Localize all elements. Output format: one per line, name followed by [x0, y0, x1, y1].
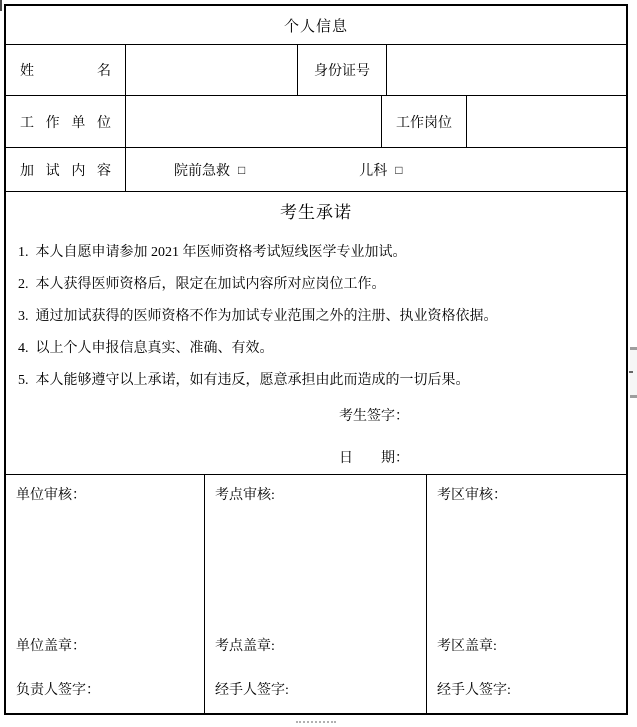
name-label: 姓 名 — [20, 64, 111, 79]
application-form-table — [4, 4, 628, 715]
checkbox-icon[interactable]: □ — [238, 162, 246, 177]
site-review-column — [205, 475, 427, 713]
option-pediatrics-label: 儿科 — [359, 163, 388, 179]
site-handler-signature-label: 经手人签字: — [215, 683, 289, 698]
site-seal-label: 考点盖章: — [215, 639, 275, 654]
extra-test-label-cell — [6, 148, 126, 191]
work-post-input-cell[interactable] — [467, 96, 626, 147]
name-input-cell[interactable] — [126, 45, 298, 95]
district-review-column — [427, 475, 626, 713]
form-title-row — [6, 6, 626, 45]
option-prehospital-emergency-label: 院前急救 — [174, 163, 230, 179]
promise-item-5: 5. 本人能够遵守以上承诺，如有违反，愿意承担由此而造成的一切后果。 — [18, 373, 470, 388]
option-pediatrics — [359, 160, 402, 180]
work-unit-input-cell[interactable] — [126, 96, 382, 147]
extra-test-label: 加 试 内 容 — [20, 163, 111, 179]
district-review-label: 考区审核： — [437, 488, 507, 503]
promise-item-2: 2. 本人获得医师资格后，限定在加试内容所对应岗位工作。 — [18, 277, 386, 292]
unit-review-column — [6, 475, 205, 713]
district-seal-label: 考区盖章: — [437, 639, 497, 654]
id-number-label: 身份证号 — [298, 45, 387, 95]
promise-item-4: 4. 以上个人申报信息真实、准确、有效。 — [18, 341, 274, 356]
id-number-input-cell[interactable] — [387, 45, 626, 95]
scrollbar-thumb-grip-icon — [629, 371, 633, 373]
promise-title: 考生承诺 — [280, 203, 352, 222]
work-post-label: 工作岗位 — [382, 96, 467, 147]
work-unit-label-cell — [6, 96, 126, 147]
promise-list — [6, 237, 626, 397]
unit-responsible-signature-label: 负责人签字： — [16, 683, 100, 698]
extra-test-row — [6, 148, 626, 192]
extra-test-options-cell — [126, 148, 626, 191]
name-label-cell — [6, 45, 126, 95]
unit-review-bottom — [16, 639, 194, 699]
district-handler-signature-label: 经手人签字: — [437, 683, 511, 698]
option-prehospital-emergency — [174, 160, 245, 180]
site-review-label: 考点审核: — [215, 488, 275, 503]
checkbox-icon[interactable]: □ — [395, 162, 403, 177]
unit-review-label: 单位审核： — [16, 488, 86, 503]
form-title: 个人信息 — [283, 18, 348, 35]
work-unit-row — [6, 96, 626, 148]
scrollbar-thumb[interactable] — [630, 347, 637, 398]
review-section — [6, 475, 626, 713]
page-edge-marker — [296, 721, 336, 724]
district-review-bottom — [437, 639, 616, 699]
candidate-signature-label: 考生签字： — [339, 409, 409, 424]
site-review-bottom — [215, 639, 416, 699]
work-unit-label: 工 作 单 位 — [20, 115, 111, 131]
promise-section — [6, 192, 626, 475]
date-label: 日 期： — [339, 451, 409, 466]
promise-item-1: 1. 本人自愿申请参加 2021 年医师资格考试短线医学专业加试。 — [18, 245, 407, 260]
name-id-row — [6, 45, 626, 96]
unit-seal-label: 单位盖章： — [16, 639, 86, 654]
screen-edge-artifact — [0, 0, 2, 11]
promise-item-3: 3. 通过加试获得的医师资格不作为加试专业范围之外的注册、执业资格依据。 — [18, 309, 498, 324]
